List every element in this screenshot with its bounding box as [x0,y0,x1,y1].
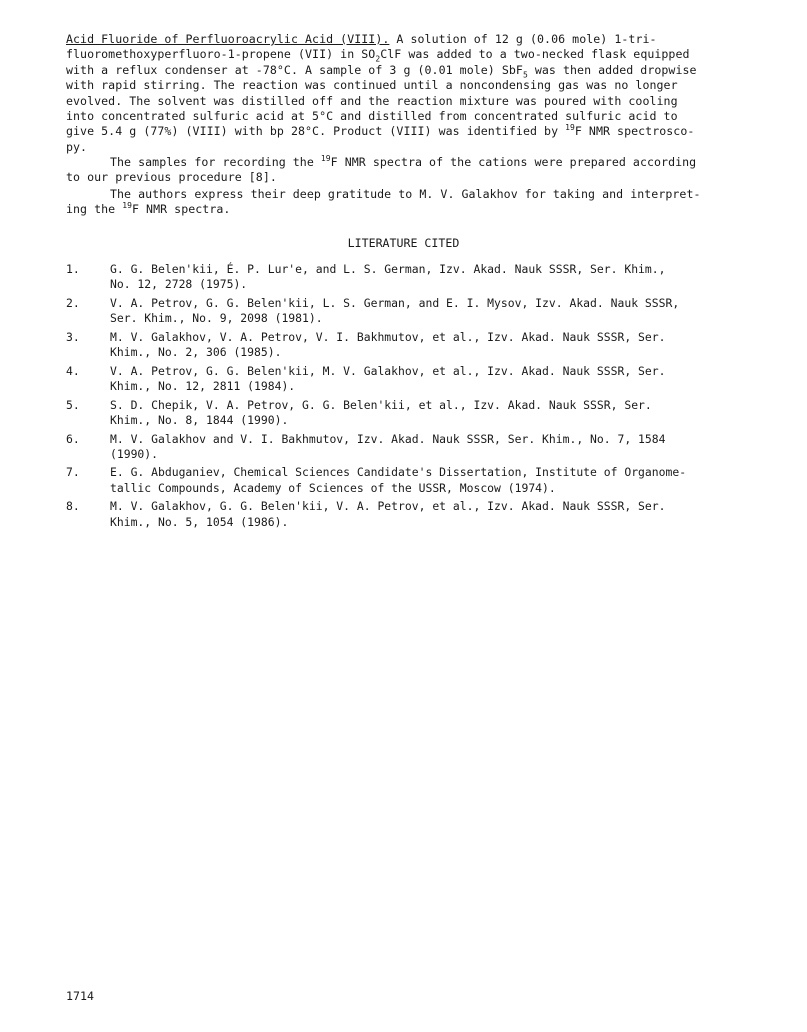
section-title: Acid Fluoride of Perfluoroacrylic Acid (VIII). [66,32,390,46]
reference-number: 8. [66,499,80,514]
reference-number: 2. [66,295,80,310]
reference-number: 5. [66,397,80,412]
reference-number: 4. [66,363,80,378]
reference-number: 1. [66,262,80,276]
reference-item: 7. E. G. Abduganiev, Chemical Sciences Candidate's Dissertation, Institute of Organome- tallic Compounds, Academy of Sciences of the USSR, Moscow (1974). [66,465,687,495]
reference-number: 3. [66,329,80,344]
reference-item: 3. M. V. Galakhov, V. A. Petrov, V. I. Bakhmutov, et al., Izv. Akad. Nauk SSSR, Ser. Khim., No. 2, 306 (1985). [66,329,666,360]
literature-heading: LITERATURE CITED [347,236,460,250]
paragraph-nmr-samples: The samples for recording the $^{19}$F NMR spectra of the cations were prepared according to our previous procedure [8]. [66,154,697,185]
reference-item: 6. M. V. Galakhov and V. I. Bakhmutov, Izv. Akad. Nauk SSSR, Ser. Khim., No. 7, 1584 (1990). [66,431,666,461]
reference-item: 2. V. A. Petrov, G. G. Belen'kii, L. S. German, and E. I. Mysov, Izv. Akad. Nauk SSSR, Ser. Khim., No. 9, 2098 (1981). [66,295,680,326]
page-number: 1714 [66,989,94,1003]
paragraph-acknowledgment: The authors express their deep gratitude to M. V. Galakhov for taking and interpret- ing the $^{19}$F NMR spectra. [66,187,701,217]
reference-item: 4. V. A. Petrov, G. G. Belen'kii, M. V. Galakhov, et al., Izv. Akad. Nauk SSSR, Ser. Khim., No. 12, 2811 (1984). [66,363,666,393]
paragraph-synthesis: Acid Fluoride of Perfluoroacrylic Acid (VIII). A solution of 12 g (0.06 mole) 1-tri- fluoromethoxyperfluoro-1-propene (VII) in $SO_2ClF$ was added to a two-necked flask equipped with a reflux condenser at -78°C. A sample of 3 g (0.01 mole) SbF$_5$ was then added dropwise with rapid stirring. The reaction was continued until a noncondensing gas was no longer evolved. The solvent was distilled off and the reaction mixture was poured with cooling into concentrated sulfuric acid at 5°C and distilled from concentrated sulfuric acid to give 5.4 g (77%) (VIII) with bp 28°C. Product (VIII) was identified by $^{19}$F NMR spectrosco- py. [66,32,697,154]
reference-item: 5. S. D. Chepik, V. A. Petrov, G. G. Belen'kii, et al., Izv. Akad. Nauk SSSR, Ser. Khim., No. 8, 1844 (1990). [66,397,652,427]
reference-item: 8. M. V. Galakhov, G. G. Belen'kii, V. A. Petrov, et al., Izv. Akad. Nauk SSSR, Ser. Khim., No. 5, 1054 (1986). [66,499,666,529]
reference-number: 7. [66,465,80,480]
reference-item: 1. G. G. Belen'kii, É. P. Lur'e, and L. S. German, Izv. Akad. Nauk SSSR, Ser. Khim., No. 12, 2728 (1975). [66,262,666,292]
reference-number: 6. [66,431,80,446]
reference-list [66,262,746,533]
